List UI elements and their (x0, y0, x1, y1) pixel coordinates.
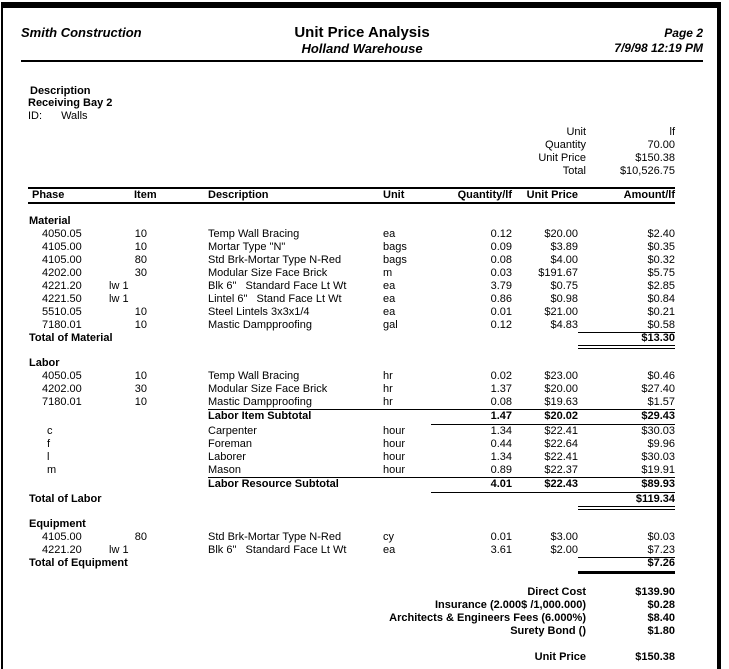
labor-section-title: Labor (29, 357, 60, 369)
cell-item: 10 (134, 306, 147, 318)
cell-unit: hour (383, 425, 406, 437)
summary-label: Quantity (545, 139, 586, 151)
cell-quantity: 0.86 (490, 293, 512, 305)
cell-item: 10 (134, 396, 147, 408)
unit-price-line (28, 651, 675, 664)
cell-unit-price: $22.41 (544, 451, 578, 463)
cell-amount: $0.35 (647, 241, 675, 253)
table-row (28, 228, 675, 241)
summary-line (28, 612, 675, 625)
cell-unit: gal (383, 319, 398, 331)
cell-unit: bags (383, 241, 407, 253)
cell-quantity: 0.03 (490, 267, 512, 279)
cell-phase: m (47, 464, 57, 476)
cell-spacer (147, 451, 208, 464)
table-row (28, 306, 675, 319)
cell-quantity: 3.79 (490, 280, 512, 292)
cell-spacer (147, 396, 208, 409)
summary-value: $10,526.75 (619, 165, 675, 177)
cell-description: Foreman (208, 438, 253, 450)
report-title: Unit Price Analysis (294, 24, 430, 41)
cell-item (96, 464, 147, 477)
cell-item: lw 1 (109, 544, 129, 556)
cell-spacer (147, 544, 208, 558)
cell-phase: c (47, 425, 53, 437)
cell-amount: $5.75 (647, 267, 675, 279)
cell-unit: ea (383, 280, 396, 292)
cell-unit-price (512, 332, 578, 349)
page-number: Page 2 (664, 26, 703, 40)
description-band: Description (30, 85, 91, 97)
id-label: ID: (28, 110, 43, 122)
cell-spacer (147, 241, 208, 254)
cell-phase: 4105.00 (42, 531, 82, 543)
cell-phase (28, 477, 96, 493)
equipment-rows (28, 531, 675, 574)
cell-spacer (147, 425, 208, 438)
cell-phase: 4105.00 (42, 254, 82, 266)
summary-value: 70.00 (647, 139, 675, 151)
cell-amount: $0.21 (647, 306, 675, 318)
cell-quantity (431, 493, 512, 510)
cell-quantity: 0.01 (490, 531, 512, 543)
cell-amount: $0.84 (647, 293, 675, 305)
cell-unit-price: $2.00 (550, 544, 578, 556)
cell-amount: $19.91 (641, 464, 675, 476)
report-datetime: 7/9/98 12:19 PM (614, 41, 703, 55)
cost-summary-block (28, 586, 675, 638)
cell-unit-price: $22.41 (544, 425, 578, 437)
cell-spacer (147, 254, 208, 267)
unit-price-label: Unit Price (534, 651, 586, 663)
cell-phase: 4202.00 (42, 383, 82, 395)
cell-unit-price: $20.00 (544, 228, 578, 240)
table-row (28, 396, 675, 409)
summary-label: Insurance (2.000$ /1,000.000) (434, 599, 586, 611)
cell-unit-price: $3.89 (550, 241, 578, 253)
cell-description: Carpenter (208, 425, 257, 437)
subtotal-label: Labor Item Subtotal (208, 409, 383, 425)
cell-unit: cy (383, 531, 394, 543)
summary-line (28, 586, 675, 599)
cell-description: Mortar Type "N" (208, 241, 286, 253)
cell-unit-price: $0.75 (550, 280, 578, 292)
cell-spacer (147, 280, 208, 293)
cell-amount: $0.58 (578, 319, 675, 333)
cell-description: Lintel 6" Stand Face Lt Wt (208, 293, 342, 305)
summary-label: Total (562, 165, 586, 177)
summary-line (28, 126, 675, 139)
cell-phase: 7180.01 (42, 396, 82, 408)
cell-description: Mastic Dampproofing (208, 319, 312, 331)
company-name: Smith Construction (21, 25, 142, 40)
cell-quantity: 0.08 (490, 396, 512, 408)
table-row (28, 544, 675, 557)
cell-item (96, 409, 147, 425)
cell-description: Blk 6" Standard Face Lt Wt (208, 280, 347, 292)
table-row (28, 370, 675, 383)
cell-phase: f (47, 438, 51, 450)
cell-quantity: 0.09 (490, 241, 512, 253)
cell-quantity: 0.12 (490, 228, 512, 240)
cell-unit: hr (383, 370, 393, 382)
column-header-phase: Phase (32, 189, 65, 201)
cell-unit-price (512, 557, 578, 574)
cell-description: Temp Wall Bracing (208, 228, 300, 240)
summary-value: $0.28 (647, 599, 675, 611)
cell-amount: $0.46 (647, 370, 675, 382)
table-row (28, 531, 675, 544)
table-row (28, 425, 675, 438)
cell-unit: m (383, 267, 393, 279)
table-row (28, 319, 675, 332)
cell-quantity: 3.61 (490, 544, 512, 556)
cell-phase: 4105.00 (42, 241, 82, 253)
summary-value: $150.38 (635, 152, 675, 164)
cell-unit (383, 493, 431, 510)
cell-item (96, 425, 147, 438)
cell-unit-price: $19.63 (544, 396, 578, 408)
cell-quantity: 0.01 (490, 306, 512, 318)
report-page (1, 2, 721, 669)
cell-phase (28, 409, 96, 425)
table-row (28, 241, 675, 254)
cell-unit: ea (383, 293, 396, 305)
cell-amount: $30.03 (641, 451, 675, 463)
table-row (28, 464, 675, 477)
cell-amount: $2.40 (647, 228, 675, 240)
cell-spacer (147, 228, 208, 241)
cell-item: lw 1 (109, 280, 129, 292)
cell-spacer (147, 531, 208, 544)
cell-quantity: 1.34 (490, 425, 512, 437)
summary-line (28, 165, 675, 178)
cell-quantity: 1.34 (490, 451, 512, 463)
report-header (21, 25, 703, 56)
cell-amount: $9.96 (647, 438, 675, 450)
cell-quantity: 4.01 (431, 477, 512, 493)
summary-label: Unit (566, 126, 586, 138)
cell-spacer (147, 319, 208, 333)
cell-unit-price: $0.98 (550, 293, 578, 305)
cell-description: Mastic Dampproofing (208, 396, 312, 408)
cell-spacer (147, 306, 208, 319)
equipment-section-title: Equipment (29, 518, 86, 530)
cell-item: 30 (134, 383, 147, 395)
cell-unit-price: $4.00 (550, 254, 578, 266)
subtotal-row (28, 477, 675, 493)
header-rule (21, 60, 703, 62)
cell-unit-price: $22.43 (512, 477, 578, 493)
cell-unit: hr (383, 396, 393, 408)
table-row (28, 451, 675, 464)
cell-quantity: 1.47 (431, 409, 512, 425)
cell-spacer (147, 409, 208, 425)
cell-amount: $1.57 (647, 396, 675, 408)
table-row (28, 438, 675, 451)
material-section-title: Material (29, 215, 71, 227)
cell-unit: ea (383, 228, 396, 240)
subtotal-label: Labor Resource Subtotal (208, 477, 383, 493)
id-line (28, 110, 675, 123)
summary-line (28, 625, 675, 638)
cell-item: 10 (134, 319, 147, 331)
cell-description: Modular Size Face Brick (208, 383, 328, 395)
cell-phase: 4050.05 (42, 370, 82, 382)
section-total-label: Total of Equipment (29, 557, 128, 569)
cell-unit (383, 477, 431, 493)
unit-summary-block (28, 126, 675, 178)
cell-unit-price: $20.00 (544, 383, 578, 395)
summary-line (28, 152, 675, 165)
cell-unit (383, 557, 431, 574)
cell-spacer (147, 383, 208, 396)
summary-label: Architects & Engineers Fees (6.000%) (389, 612, 586, 624)
cell-amount: $30.03 (641, 425, 675, 437)
cell-phase: 5510.05 (42, 306, 82, 318)
cell-unit-price: $191.67 (538, 267, 578, 279)
cell-item: 80 (134, 254, 147, 266)
column-spacer (147, 189, 208, 202)
cell-spacer (147, 438, 208, 451)
cell-unit: ea (383, 306, 396, 318)
cell-quantity (431, 557, 512, 574)
cell-amount: $0.03 (647, 531, 675, 543)
cell-unit: hour (383, 464, 406, 476)
cell-unit-price: $4.83 (550, 319, 578, 331)
id-value: Walls (61, 110, 88, 122)
cell-description: Mason (208, 464, 242, 476)
cell-item (96, 477, 147, 493)
cell-unit-price: $3.00 (550, 531, 578, 543)
summary-value: $8.40 (647, 612, 675, 624)
project-name: Holland Warehouse (301, 41, 423, 56)
section-total-amount: $7.26 (578, 557, 675, 574)
cell-description: Steel Lintels 3x3x1/4 (208, 306, 310, 318)
item-description: Receiving Bay 2 (28, 97, 113, 109)
cell-item: 10 (134, 228, 147, 240)
cell-unit-price: $22.37 (544, 464, 578, 476)
summary-line (28, 139, 675, 152)
unit-price-value: $150.38 (635, 651, 675, 663)
table-row (28, 267, 675, 280)
cell-quantity (431, 332, 512, 349)
cell-amount: $89.93 (578, 477, 675, 493)
column-header-unit: Unit (383, 189, 405, 201)
cell-unit (383, 332, 431, 349)
cell-phase: 4221.20 (42, 280, 82, 292)
cell-amount: $0.32 (647, 254, 675, 266)
section-total-amount: $119.34 (578, 493, 675, 510)
cell-description: Blk 6" Standard Face Lt Wt (208, 544, 347, 556)
cell-item: 80 (134, 531, 147, 543)
table-header-rule (28, 202, 675, 204)
cell-item: 10 (134, 370, 147, 382)
cell-unit: ea (383, 544, 396, 556)
table-row (28, 383, 675, 396)
cell-unit-price: $20.02 (512, 409, 578, 425)
cell-spacer (147, 370, 208, 383)
cell-item: 10 (134, 241, 147, 253)
cell-spacer (147, 477, 208, 493)
cell-amount: $29.43 (578, 409, 675, 425)
section-total-row (28, 332, 675, 349)
cell-unit: hr (383, 383, 393, 395)
material-rows (28, 228, 675, 349)
section-total-label: Total of Material (29, 332, 113, 344)
cell-quantity: 0.08 (490, 254, 512, 266)
cell-quantity: 1.37 (490, 383, 512, 395)
cell-phase: 4221.50 (42, 293, 82, 305)
cell-spacer (147, 464, 208, 477)
summary-value: $139.90 (635, 586, 675, 598)
column-header-unit-price: Unit Price (526, 189, 578, 201)
labor-rows (28, 370, 675, 510)
cell-unit: bags (383, 254, 407, 266)
cell-unit: hour (383, 438, 406, 450)
section-total-row (28, 557, 675, 574)
cell-description: Laborer (208, 451, 246, 463)
cell-amount: $7.23 (578, 544, 675, 558)
table-row (28, 254, 675, 267)
section-total-label: Total of Labor (29, 493, 102, 505)
cell-unit (383, 409, 431, 425)
column-header-description: Description (208, 189, 269, 201)
cell-item (96, 451, 147, 464)
summary-value: lf (669, 126, 675, 138)
table-row (28, 293, 675, 306)
cell-phase: l (47, 451, 50, 463)
cell-amount: $27.40 (641, 383, 675, 395)
cell-unit-price: $21.00 (544, 306, 578, 318)
summary-label: Unit Price (538, 152, 586, 164)
summary-line (28, 599, 675, 612)
cell-phase: 4221.20 (42, 544, 82, 556)
cell-quantity: 0.89 (490, 464, 512, 476)
cell-amount: $2.85 (647, 280, 675, 292)
column-header-quantity: Quantity/lf (457, 189, 512, 201)
cell-unit: hour (383, 451, 406, 463)
table-row (28, 280, 675, 293)
cell-unit-price: $22.64 (544, 438, 578, 450)
cell-phase: 4050.05 (42, 228, 82, 240)
summary-value: $1.80 (647, 625, 675, 637)
cell-item (96, 438, 147, 451)
summary-label: Direct Cost (527, 586, 586, 598)
cell-quantity: 0.02 (490, 370, 512, 382)
section-total-row (28, 493, 675, 510)
section-total-amount: $13.30 (578, 332, 675, 349)
cell-unit-price (512, 493, 578, 510)
cell-item: lw 1 (109, 293, 129, 305)
cell-spacer (147, 267, 208, 280)
cell-phase: 4202.00 (42, 267, 82, 279)
cell-quantity: 0.44 (490, 438, 512, 450)
column-header-amount: Amount/lf (623, 189, 675, 201)
cell-quantity: 0.12 (490, 319, 512, 331)
report-body (28, 85, 675, 664)
column-header-item: Item (134, 189, 157, 201)
cell-spacer (147, 293, 208, 306)
cell-description: Std Brk-Mortar Type N-Red (208, 254, 342, 266)
cell-phase: 7180.01 (42, 319, 82, 331)
summary-label: Surety Bond () (510, 625, 586, 637)
cell-unit-price: $23.00 (544, 370, 578, 382)
cell-description: Temp Wall Bracing (208, 370, 300, 382)
subtotal-row (28, 409, 675, 425)
table-header-row (28, 189, 675, 202)
cell-description: Modular Size Face Brick (208, 267, 328, 279)
cell-item: 30 (134, 267, 147, 279)
cell-description: Std Brk-Mortar Type N-Red (208, 531, 342, 543)
